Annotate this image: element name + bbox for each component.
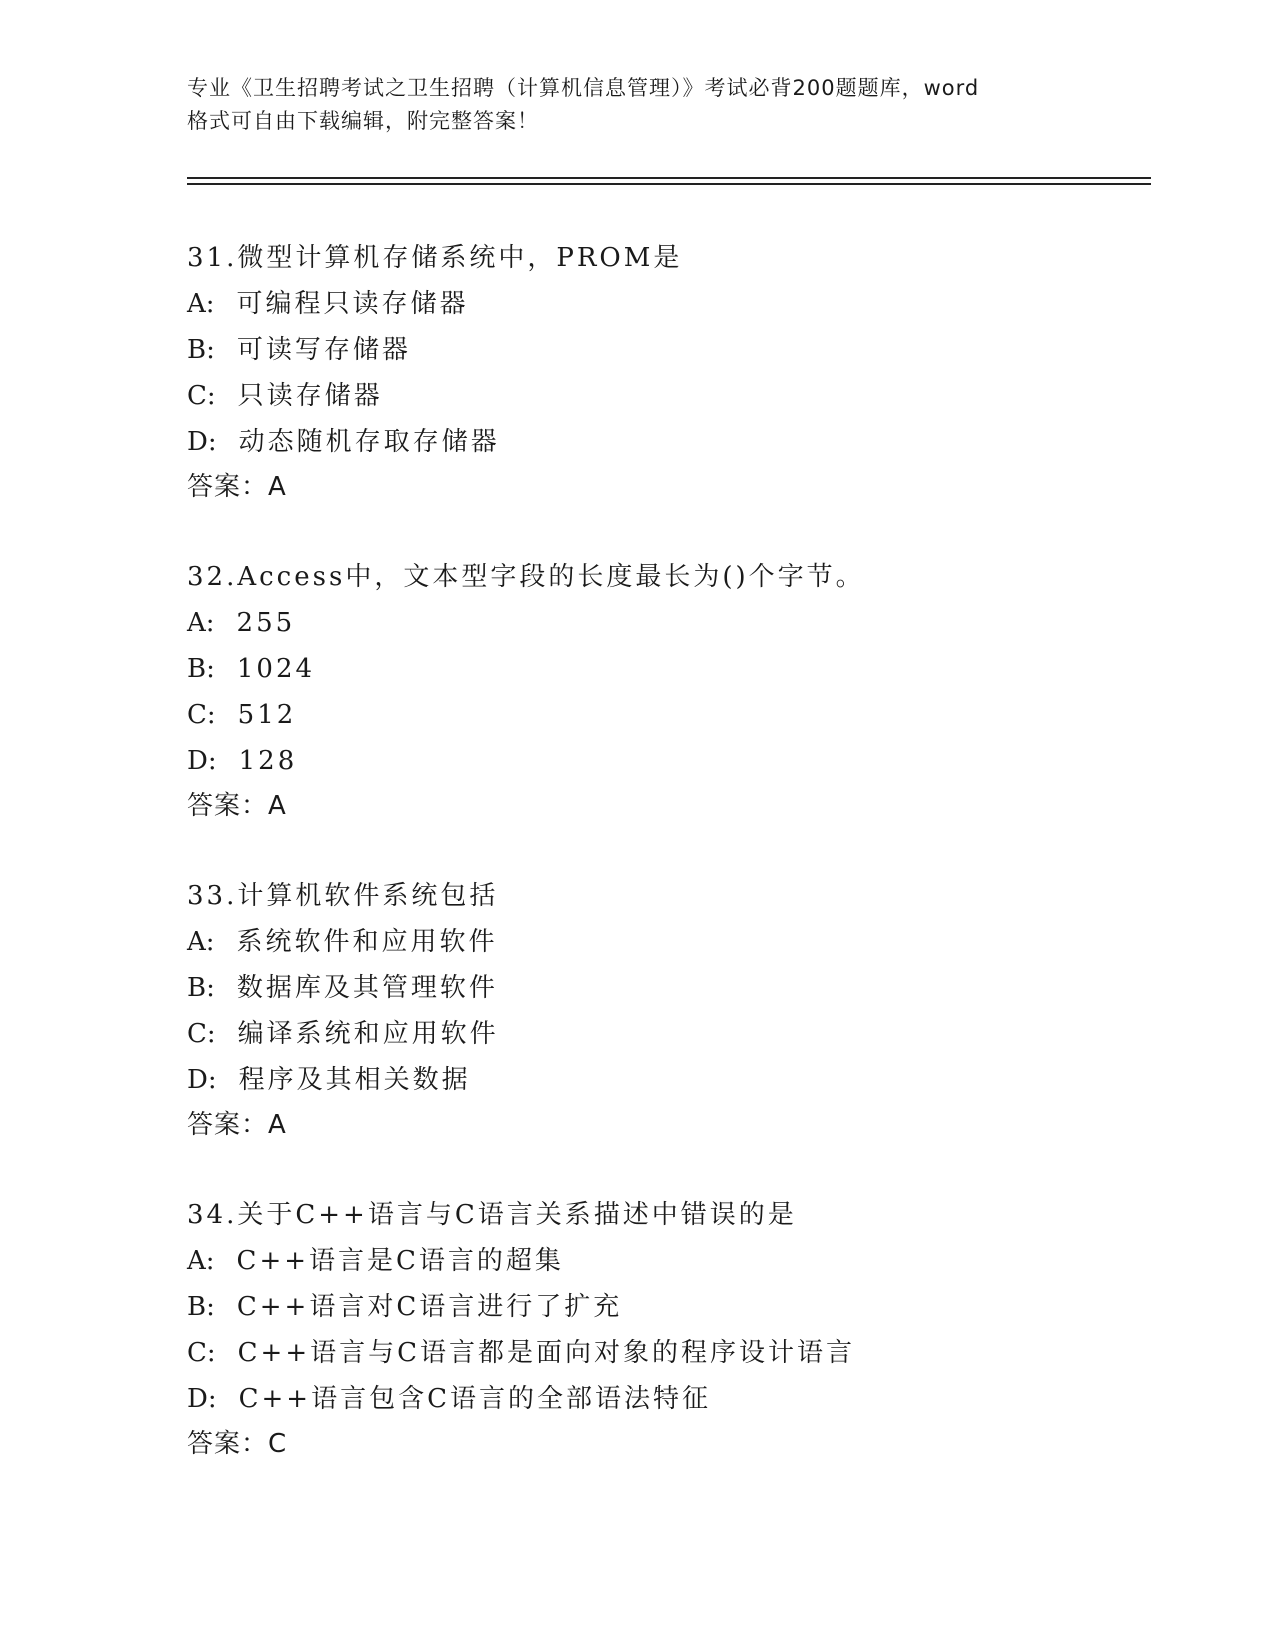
header-divider-bottom bbox=[187, 183, 1151, 185]
option-a bbox=[187, 281, 1187, 327]
option-text: 动态随机存取存储器 bbox=[238, 427, 500, 457]
question-stem: 33.计算机软件系统包括 bbox=[187, 881, 499, 911]
option-text: 可读写存储器 bbox=[236, 335, 411, 365]
option-c bbox=[187, 1011, 1187, 1057]
option-text: 系统软件和应用软件 bbox=[236, 927, 498, 957]
question-stem: 31.微型计算机存储系统中，PROM是 bbox=[187, 243, 683, 273]
option-letter: D: bbox=[187, 427, 217, 457]
option-a bbox=[187, 919, 1187, 965]
option-letter: D: bbox=[187, 746, 217, 776]
option-text: 512 bbox=[237, 700, 297, 730]
option-c bbox=[187, 692, 1187, 738]
option-text: 128 bbox=[238, 746, 298, 776]
answer-line: 答案：A bbox=[187, 472, 287, 502]
option-text: 只读存储器 bbox=[237, 381, 383, 411]
option-text: C++语言与C语言都是面向对象的程序设计语言 bbox=[237, 1338, 856, 1368]
option-b bbox=[187, 1284, 1187, 1330]
option-d bbox=[187, 1376, 1187, 1422]
option-letter: B: bbox=[187, 973, 215, 1003]
header-line-1: 专业《卫生招聘考试之卫生招聘（计算机信息管理）》考试必背200题题库，word bbox=[187, 76, 980, 100]
option-text: 数据库及其管理软件 bbox=[236, 973, 498, 1003]
option-text: C++语言对C语言进行了扩充 bbox=[236, 1292, 623, 1322]
answer-line: 答案：A bbox=[187, 791, 287, 821]
option-letter: D: bbox=[187, 1384, 217, 1414]
option-letter: C: bbox=[187, 1019, 216, 1049]
option-letter: C: bbox=[187, 1338, 216, 1368]
option-b bbox=[187, 965, 1187, 1011]
option-d bbox=[187, 738, 1187, 784]
option-text: C++语言包含C语言的全部语法特征 bbox=[238, 1384, 711, 1414]
option-letter: A: bbox=[187, 1246, 215, 1276]
question-block bbox=[187, 873, 1187, 1147]
document-header bbox=[187, 72, 1087, 138]
option-b bbox=[187, 646, 1187, 692]
option-letter: D: bbox=[187, 1065, 217, 1095]
option-text: 程序及其相关数据 bbox=[238, 1065, 471, 1095]
option-text: 可编程只读存储器 bbox=[236, 289, 469, 319]
option-letter: C: bbox=[187, 700, 216, 730]
question-block bbox=[187, 554, 1187, 828]
option-letter: B: bbox=[187, 654, 215, 684]
option-letter: B: bbox=[187, 1292, 215, 1322]
option-text: 编译系统和应用软件 bbox=[237, 1019, 499, 1049]
option-d bbox=[187, 1057, 1187, 1103]
option-a bbox=[187, 600, 1187, 646]
header-divider-top bbox=[187, 177, 1151, 179]
option-letter: C: bbox=[187, 381, 216, 411]
answer-line: 答案：C bbox=[187, 1429, 288, 1459]
option-c bbox=[187, 373, 1187, 419]
option-a bbox=[187, 1238, 1187, 1284]
option-text: 255 bbox=[236, 608, 296, 638]
question-stem: 32.Access中，文本型字段的长度最长为()个字节。 bbox=[187, 562, 865, 592]
option-text: C++语言是C语言的超集 bbox=[236, 1246, 564, 1276]
option-text: 1024 bbox=[236, 654, 316, 684]
answer-line: 答案：A bbox=[187, 1110, 287, 1140]
option-letter: A: bbox=[187, 927, 215, 957]
option-b bbox=[187, 327, 1187, 373]
question-block bbox=[187, 1192, 1187, 1466]
header-line-2: 格式可自由下载编辑，附完整答案！ bbox=[187, 109, 539, 133]
question-stem: 34.关于C++语言与C语言关系描述中错误的是 bbox=[187, 1200, 797, 1230]
question-block bbox=[187, 235, 1187, 509]
option-d bbox=[187, 419, 1187, 465]
option-letter: A: bbox=[187, 608, 215, 638]
option-letter: A: bbox=[187, 289, 215, 319]
option-letter: B: bbox=[187, 335, 215, 365]
option-c bbox=[187, 1330, 1187, 1376]
